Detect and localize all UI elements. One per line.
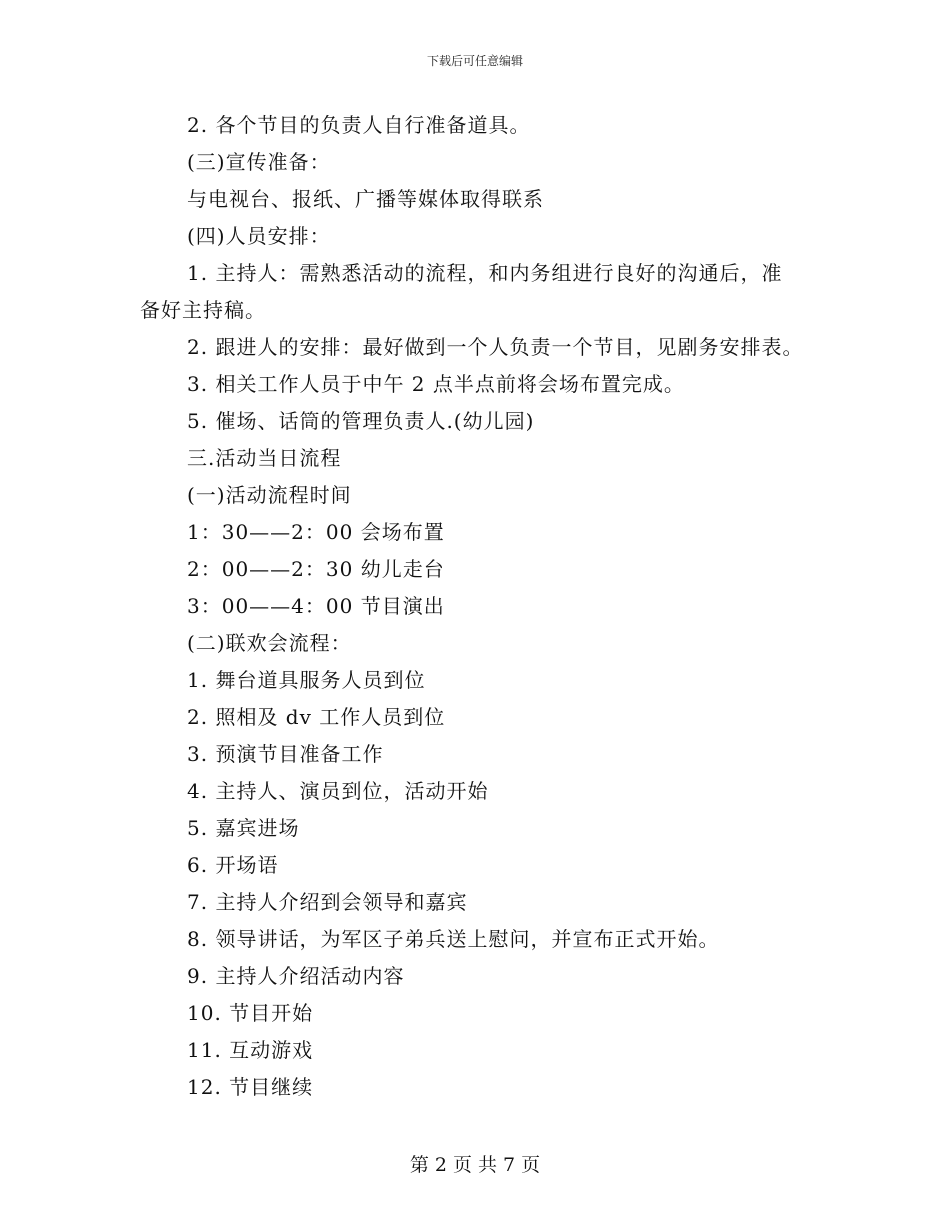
paragraph-line: 2. 跟进人的安排：最好做到一个人负责一个节目，见剧务安排表。 (187, 335, 804, 359)
page-number-footer: 第 2 页 共 7 页 (409, 1154, 541, 1176)
paragraph-line: 1. 舞台道具服务人员到位 (187, 668, 426, 692)
paragraph-line: 5. 嘉宾进场 (187, 816, 300, 840)
paragraph-continuation-line: 备好主持稿。 (140, 298, 266, 322)
paragraph-line: (一)活动流程时间 (187, 483, 352, 507)
paragraph-line: 三.活动当日流程 (187, 446, 342, 470)
paragraph-line: 8. 领导讲话，为军区子弟兵送上慰问，并宣布正式开始。 (187, 927, 720, 951)
paragraph-line: (三)宣传准备： (187, 150, 331, 174)
paragraph-line: 4. 主持人、演员到位，活动开始 (187, 779, 489, 803)
paragraph-line: (四)人员安排： (187, 224, 331, 248)
paragraph-line: 1. 主持人：需熟悉活动的流程，和内务组进行良好的沟通后，准 (187, 261, 783, 285)
page-header-note: 下载后可任意编辑 (426, 54, 523, 68)
paragraph-line: (二)联欢会流程： (187, 631, 352, 655)
paragraph-line: 与电视台、报纸、广播等媒体取得联系 (187, 187, 544, 211)
paragraph-line: 3：00——4：00 节目演出 (187, 594, 445, 618)
paragraph-line: 2. 照相及 dv 工作人员到位 (187, 705, 446, 729)
paragraph-line: 2：00——2：30 幼儿走台 (187, 557, 445, 581)
paragraph-line: 5. 催场、话筒的管理负责人.(幼儿园) (187, 409, 535, 433)
paragraph-line: 9. 主持人介绍活动内容 (187, 964, 405, 988)
paragraph-line: 11. 互动游戏 (187, 1038, 314, 1062)
paragraph-line: 2. 各个节目的负责人自行准备道具。 (187, 113, 531, 137)
paragraph-line: 7. 主持人介绍到会领导和嘉宾 (187, 890, 468, 914)
paragraph-line: 6. 开场语 (187, 853, 279, 877)
paragraph-line: 1：30——2：00 会场布置 (187, 520, 445, 544)
document-body (0, 107, 950, 1106)
paragraph-line: 3. 预演节目准备工作 (187, 742, 384, 766)
paragraph-line: 10. 节目开始 (187, 1001, 314, 1025)
paragraph-line: 3. 相关工作人员于中午 2 点半点前将会场布置完成。 (187, 372, 685, 396)
paragraph-line: 12. 节目继续 (187, 1075, 314, 1099)
